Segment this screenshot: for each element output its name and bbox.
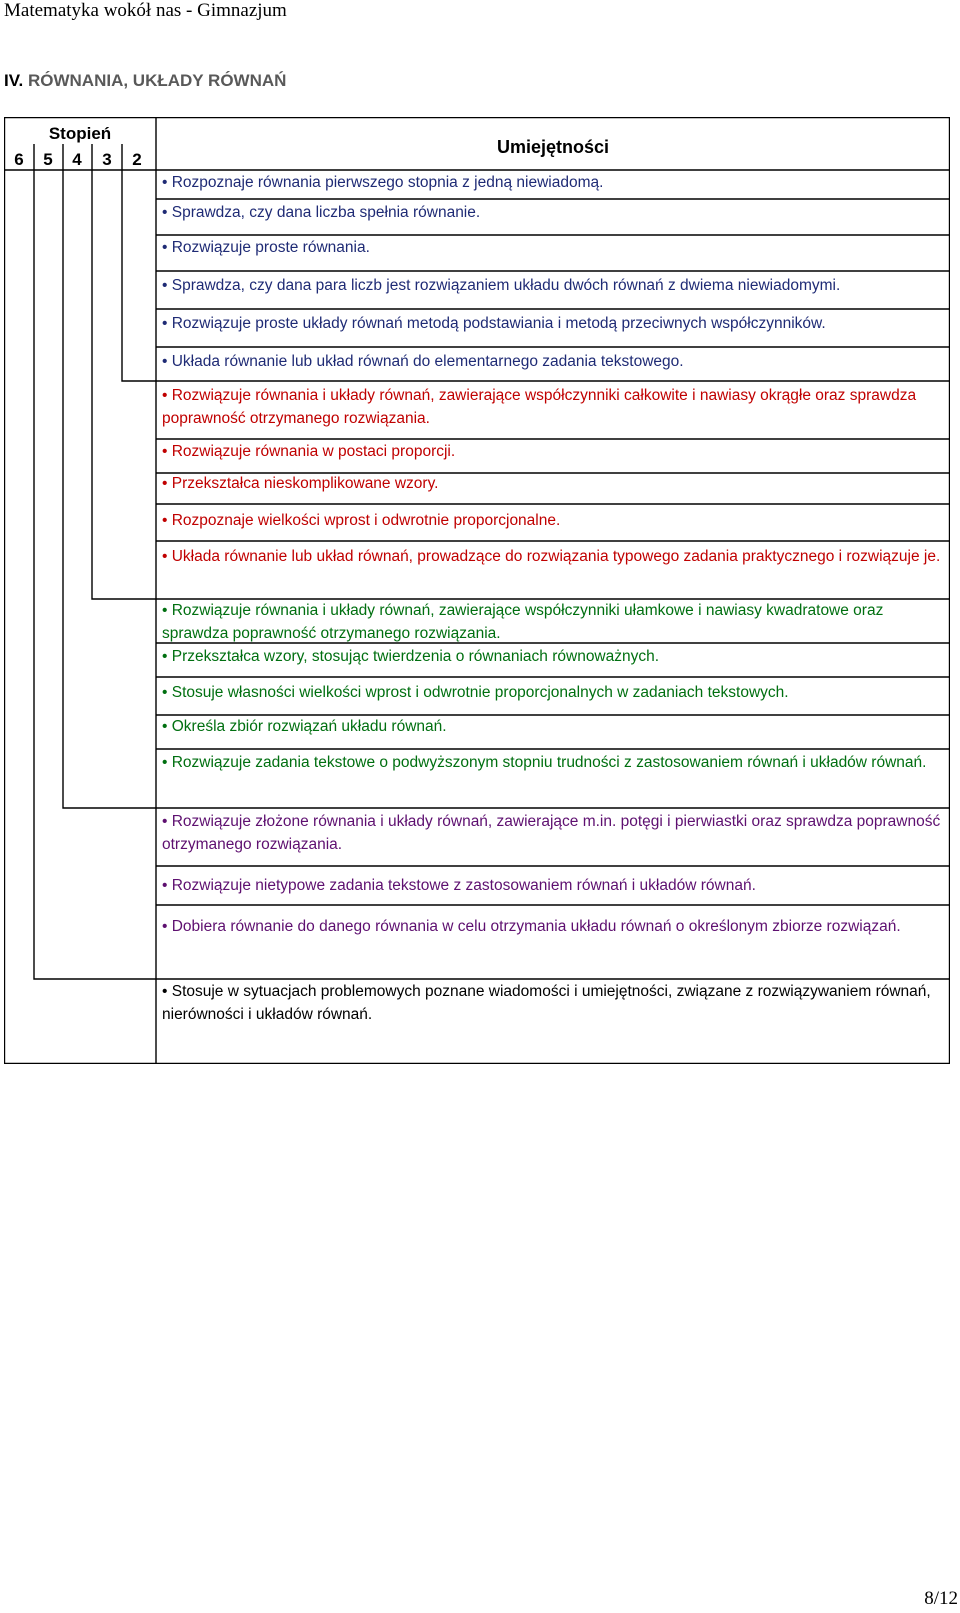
skill-row: • Rozwiązuje zadania tekstowe o podwyższonym stopniu trudności z zastosowaniem równań i układów równań. xyxy=(162,754,927,771)
grade-5-header: 5 xyxy=(43,150,53,169)
section-title xyxy=(4,71,286,91)
stopien-header: Stopień xyxy=(48,124,112,143)
document-header: Matematyka wokół nas - Gimnazjum xyxy=(4,0,287,21)
skill-row: • Sprawdza, czy dana liczba spełnia równanie. xyxy=(162,204,481,221)
skill-row: • Rozwiązuje proste równania. xyxy=(162,239,370,256)
skill-row: • Układa równanie lub układ równań, prowadzące do rozwiązania typowego zadania praktycznego i rozwiązuje je. xyxy=(162,548,941,565)
skills-table xyxy=(4,117,950,1064)
grade-2-header: 2 xyxy=(132,150,142,169)
skill-row: • Rozwiązuje nietypowe zadania tekstowe z zastosowaniem równań i układów równań. xyxy=(162,877,756,894)
section-title-text: RÓWNANIA, UKŁADY RÓWNAŃ xyxy=(27,71,287,90)
section-number: IV. xyxy=(4,71,24,90)
skill-row: • Rozwiązuje proste układy równań metodą podstawiania i metodą przeciwnych współczynników. xyxy=(162,315,826,332)
page-number: 8/12 xyxy=(924,1588,958,1609)
skill-row: • Stosuje w sytuacjach problemowych poznane wiadomości i umiejętności, związane z rozwiązywaniem równań, nierówności i układów równań. xyxy=(162,983,931,1023)
skill-row: • Sprawdza, czy dana para liczb jest rozwiązaniem układu dwóch równań z dwiema niewiadomymi. xyxy=(162,277,841,294)
skill-row: • Przekształca nieskomplikowane wzory. xyxy=(162,475,439,492)
grade-3-header: 3 xyxy=(102,150,112,169)
skill-row: • Stosuje własności wielkości wprost i odwrotnie proporcjonalnych w zadaniach tekstowych. xyxy=(162,684,789,701)
skill-row: • Rozwiązuje równania i układy równań, zawierające współczynniki ułamkowe i nawiasy kwadratowe oraz sprawdza poprawność otrzymanego rozwiązania. xyxy=(162,602,884,642)
skill-row: • Układa równanie lub układ równań do elementarnego zadania tekstowego. xyxy=(162,353,684,370)
skill-row: • Rozwiązuje złożone równania i układy równań, zawierające m.in. potęgi i pierwiastki oraz sprawdza poprawność otrzymanego rozwiązania. xyxy=(162,813,941,853)
skill-row: • Rozwiązuje równania w postaci proporcji. xyxy=(162,443,456,460)
skill-row: • Rozpoznaje równania pierwszego stopnia z jedną niewiadomą. xyxy=(162,174,604,191)
skill-row: • Określa zbiór rozwiązań układu równań. xyxy=(162,718,447,735)
skill-row: • Przekształca wzory, stosując twierdzenia o równaniach równoważnych. xyxy=(162,648,660,665)
skill-row: • Dobiera równanie do danego równania w celu otrzymania układu równań o określonym zbiorze rozwiązań. xyxy=(162,918,901,935)
grade-6-header: 6 xyxy=(14,150,24,169)
grade-4-header: 4 xyxy=(72,150,82,169)
umiejetnosci-header: Umiejętności xyxy=(496,137,610,157)
skill-row: • Rozpoznaje wielkości wprost i odwrotnie proporcjonalne. xyxy=(162,512,561,529)
skill-row: • Rozwiązuje równania i układy równań, zawierające współczynniki całkowite i nawiasy okrągłe oraz sprawdza poprawność otrzymanego rozwiązania. xyxy=(162,387,917,427)
